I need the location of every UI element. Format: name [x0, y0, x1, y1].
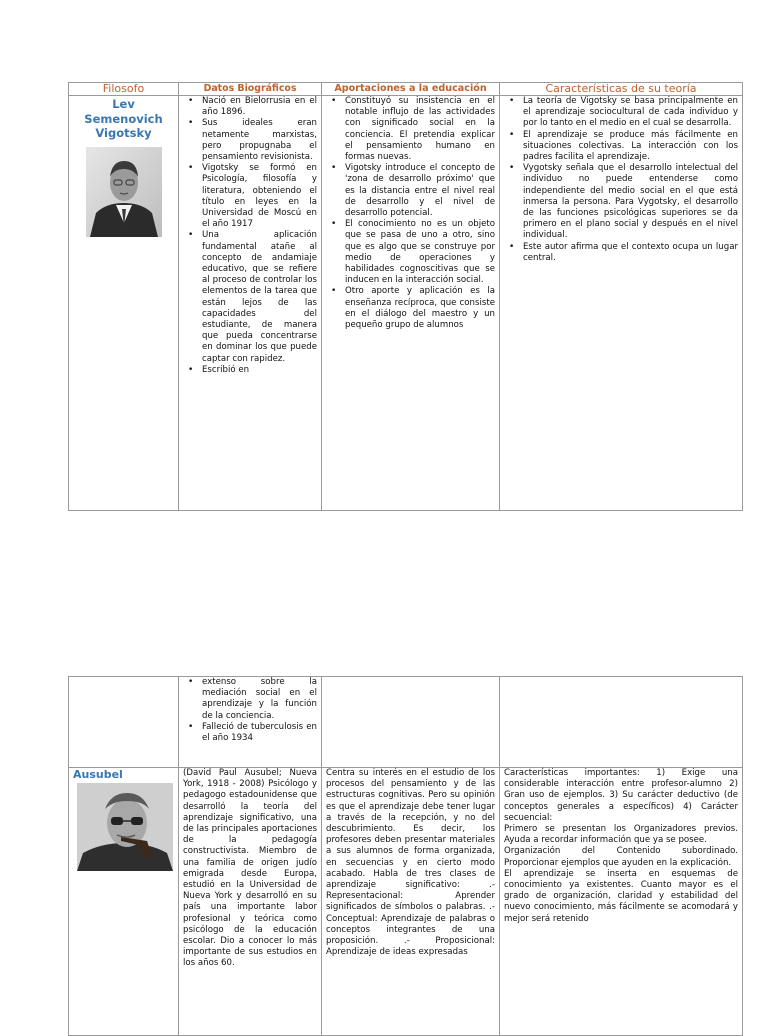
list-item: • Falleció de tuberculosis en el año 1934: [193, 722, 317, 744]
bio-continuation-cell: [179, 677, 322, 768]
theory-paragraph: Características importantes: 1) Exige una considerable interacción entre profesor-alumno 2) Gran uso de ejemplos. 3) Su carácter deductivo (de conceptos generales a específicos) 4) Carácter secuencial:: [504, 768, 738, 823]
theory-paragraph: Primero se presentan los Organizadores previos. Ayuda a recordar información que ya se posee.: [504, 824, 738, 846]
philosophers-table-page1: [68, 82, 743, 511]
contributions-list: [326, 96, 495, 331]
philosopher-name: [73, 97, 174, 141]
ausubel-bio: (David Paul Ausubel; Nueva York, 1918 - 2008) Psicólogo y pedagogo estadounidense que desarrolló la teoría del aprendizaje significativo, una de las principales aportaciones de la pedagogía constructivista. Miembro de una familia de origen judío emigrada desde Europa, estudió en la Universidad de Nueva York y desarrolló en su país una importante labor profesional y teórica como psicólogo de la educación escolar. Dio a conocer lo más importante de sus estudios en los años 60.: [183, 768, 317, 969]
bio-list: [183, 96, 317, 376]
list-item: • Vygotsky señala que el desarrollo intelectual del individuo no puede entenderse como independiente del medio social en el que está inmersa la persona. Para Vygotsky, el desarrollo de las funciones psicológicas superiores se da primero en el plano social y después en el nivel individual.: [514, 163, 738, 241]
list-item: • Escribió en: [193, 365, 317, 376]
table-row-ausubel: [69, 768, 743, 1036]
list-item: • Nació en Bielorrusia en el año 1896.: [193, 96, 317, 118]
theory-paragraph: El aprendizaje se inserta en esquemas de conocimiento ya existentes. Cuanto mayor es el grado de organización, claridad y estabilidad del nuevo conocimiento, más fácilmente se acomodará y mejor será retenido: [504, 868, 738, 924]
header-row: [69, 83, 743, 96]
empty-cell: [69, 677, 179, 768]
list-item: • La teoría de Vigotsky se basa principalmente en el aprendizaje sociocultural de cada individuo y por lo tanto en el medio en el cual se desarrolla.: [514, 96, 738, 130]
list-item: • Otro aporte y aplicación es la enseñanza recíproca, que consiste en el diálogo del maestro y un pequeño grupo de alumnos: [336, 286, 495, 331]
contributions-cell: [322, 768, 500, 1036]
bio-cell: [179, 96, 322, 511]
header-caracteristicas: Características de su teoría: [500, 83, 743, 96]
contributions-cell: [322, 96, 500, 511]
ausubel-portrait: [77, 783, 173, 871]
table-row-continuation: [69, 677, 743, 768]
list-item: • Constituyó su insistencia en el notable influjo de las actividades con significado social en la conciencia. El pretendia explicar el pensamiento humano en formas nuevas.: [336, 96, 495, 163]
list-item: • Una aplicación fundamental atañe al concepto de andamiaje educativo, que se refiere al proceso de controlar los elementos de la tarea que están lejos de las capacidades del estudiante, de manera que pueda concentrarse en dominar los que puede captar con rapidez.: [193, 230, 317, 364]
empty-cell: [500, 677, 743, 768]
list-item: • Este autor afirma que el contexto ocupa un lugar central.: [514, 242, 738, 264]
list-item: • El conocimiento no es un objeto que se pasa de uno a otro, sino que es algo que se construye por medio de operaciones y habilidades cognoscitivas que se inducen en la interacción social.: [336, 219, 495, 286]
philosopher-cell: [69, 768, 179, 1036]
theory-paragraph: Organización del Contenido subordinado. Proporcionar ejemplos que ayuden en la explicación.: [504, 846, 738, 868]
list-item: • El aprendizaje se produce más fácilmente en situaciones colectivas. La interacción con los padres facilita el aprendizaje.: [514, 130, 738, 164]
philosopher-cell: [69, 96, 179, 511]
header-aportaciones: Aportaciones a la educación: [322, 83, 500, 96]
vigotsky-portrait: [86, 147, 162, 237]
theory-cell: [500, 768, 743, 1036]
list-item: • Vigotsky se formó en Psicología, filosofía y literatura, obteniendo el título en leyes en la Universidad de Moscú en el año 1917: [193, 163, 317, 230]
name-line: Vigotsky: [95, 126, 152, 140]
name-line: Semenovich: [84, 111, 163, 126]
bio-cell: [179, 768, 322, 1036]
philosopher-name: Ausubel: [73, 768, 123, 781]
header-datos-biograficos: Datos Biográficos: [179, 83, 322, 96]
empty-cell: [322, 677, 500, 768]
list-item-continued: • extenso sobre la mediación social en el aprendizaje y la función de la conciencia.: [193, 677, 317, 722]
list-item: • Sus ideales eran netamente marxistas, pero propugnaba el pensamiento revisionista.: [193, 118, 317, 163]
theory-cell: [500, 96, 743, 511]
bio-continuation-list: [183, 677, 317, 744]
header-filosofo: Filosofo: [69, 83, 179, 96]
list-item: • Vigotsky introduce el concepto de 'zona de desarrollo próximo' que es la distancia entre el nivel real de desarrollo y el nivel de desarrollo potencial.: [336, 163, 495, 219]
name-line: Lev: [112, 97, 135, 111]
ausubel-contributions: Centra su interés en el estudio de los procesos del pensamiento y de las estructuras cognitivas. Pero su opinión es que el aprendizaje debe tener lugar a través de la recepción, y no del descubrimiento. Es decir, los profesores deben presentar materiales a sus alumnos de forma organizada, en secuencias y en cierto modo acabado. Habla de tres clases de aprendizaje significativo: .- Representacional: Aprender significados de símbolos o palabras. .- Conceptual: Aprendizaje de palabras o conceptos integrantes de una proposición. .- Proposicional: Aprendizaje de ideas expresadas: [326, 768, 495, 958]
table-row-vigotsky: [69, 96, 743, 511]
theory-list: [504, 96, 738, 264]
philosophers-table-page2: [68, 676, 743, 1036]
